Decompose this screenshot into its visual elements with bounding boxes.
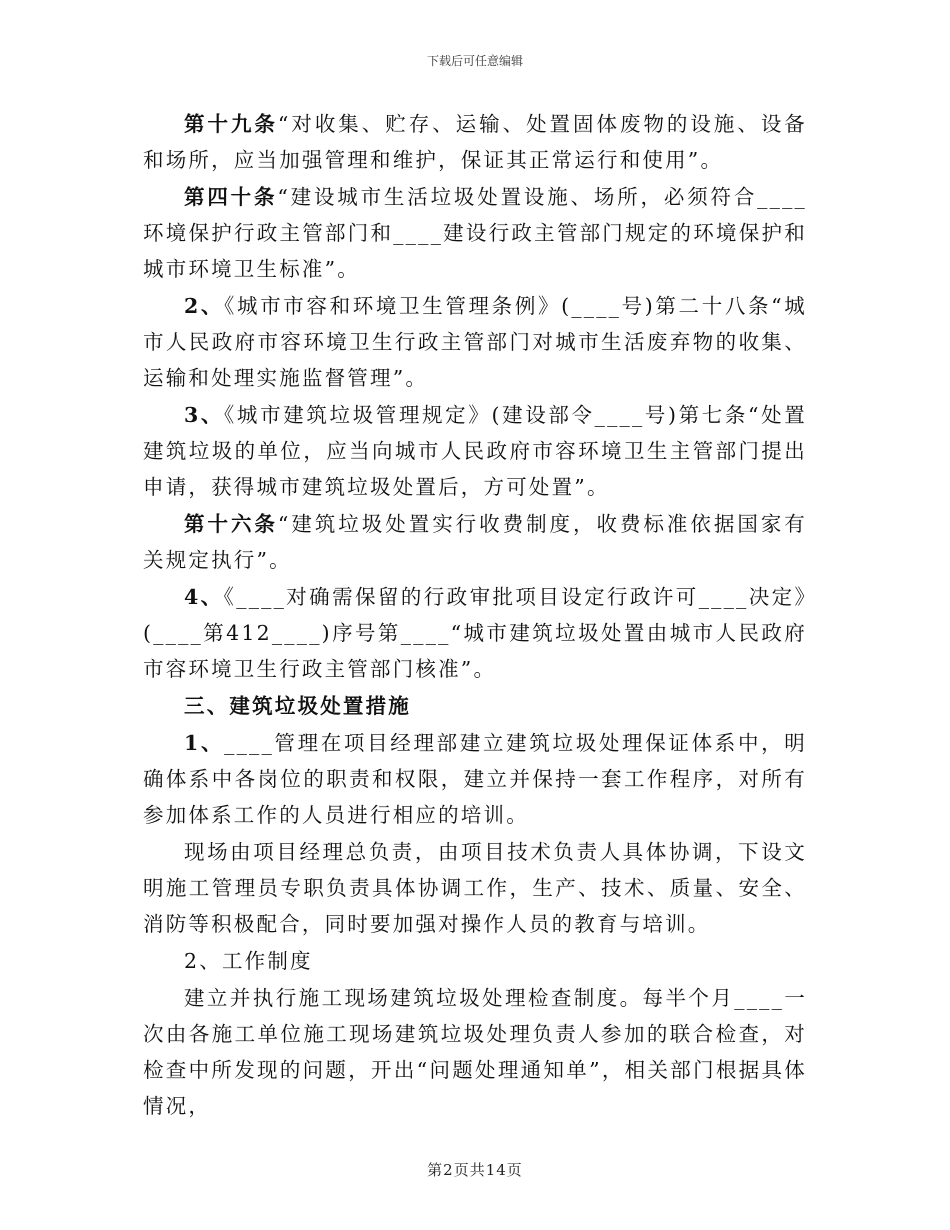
subheading-work-system: 2、工作制度 <box>184 949 313 973</box>
item-number: 2、 <box>184 294 225 318</box>
section-heading: 三、建筑垃圾处置措施 <box>184 694 411 718</box>
paragraph-article-16 <box>143 506 807 578</box>
article-label: 第十六条 <box>184 512 278 536</box>
page-header: 下载后可任意编辑 <box>426 54 523 68</box>
paragraph-inspection: 建立并执行施工现场建筑垃圾处理检查制度。每半个月____一次由各施工单位施工现场建筑垃圾处理负责人参加的联合检查，对检查中所发现的问题，开出“问题处理通知单”，相关部门根据具体情况， <box>143 986 807 1118</box>
paragraph-item-2 <box>143 288 807 396</box>
article-label: 第十九条 <box>184 112 278 136</box>
paragraph-item-4 <box>143 579 807 687</box>
paragraph-article-40 <box>143 179 807 287</box>
paragraph-site-management: 现场由项目经理总负责，由项目技术负责人具体协调，下设文明施工管理员专职负责具体协调工作，生产、技术、质量、安全、消防等积极配合，同时要加强对操作人员的教育与培训。 <box>143 840 807 936</box>
paragraph-article-19 <box>143 106 807 178</box>
paragraph-text: “建筑垃圾处置实行收费制度，收费标准依据国家有关规定执行”。 <box>143 512 807 572</box>
item-number: 4、 <box>184 585 224 609</box>
item-number: 1、 <box>184 731 225 755</box>
paragraph-item-3 <box>143 397 807 505</box>
paragraph-text: 《____对确需保留的行政审批项目设定行政许可____决定》(____第412____)序号第____“城市建筑垃圾处置由城市人民政府市容环境卫生行政主管部门核准”。 <box>143 585 807 681</box>
paragraph-text: ____管理在项目经理部建立建筑垃圾处理保证体系中，明确体系中各岗位的职责和权限，建立并保持一套工作程序，对所有参加体系工作的人员进行相应的培训。 <box>143 731 807 827</box>
paragraph-text: “对收集、贮存、运输、处置固体废物的设施、设备和场所，应当加强管理和维护，保证其正常运行和使用”。 <box>143 112 807 172</box>
page-footer: 第2页共14页 <box>427 1161 523 1179</box>
article-label: 第四十条 <box>184 185 278 209</box>
paragraph-text: 《城市建筑垃圾管理规定》(建设部令____号)第七条“处置建筑垃圾的单位，应当向城市人民政府市容环境卫生主管部门提出申请，获得城市建筑垃圾处置后，方可处置”。 <box>143 403 807 499</box>
document-body <box>143 106 807 1125</box>
paragraph-text: “建设城市生活垃圾处置设施、场所，必须符合____环境保护行政主管部门和____建设行政主管部门规定的环境保护和城市环境卫生标准”。 <box>143 185 807 281</box>
paragraph-text: 《城市市容和环境卫生管理条例》(____号)第二十八条“城市人民政府市容环境卫生行政主管部门对城市生活废弃物的收集、运输和处理实施监督管理”。 <box>143 294 807 390</box>
item-number: 3、 <box>184 403 225 427</box>
paragraph-measure-1 <box>143 725 807 833</box>
